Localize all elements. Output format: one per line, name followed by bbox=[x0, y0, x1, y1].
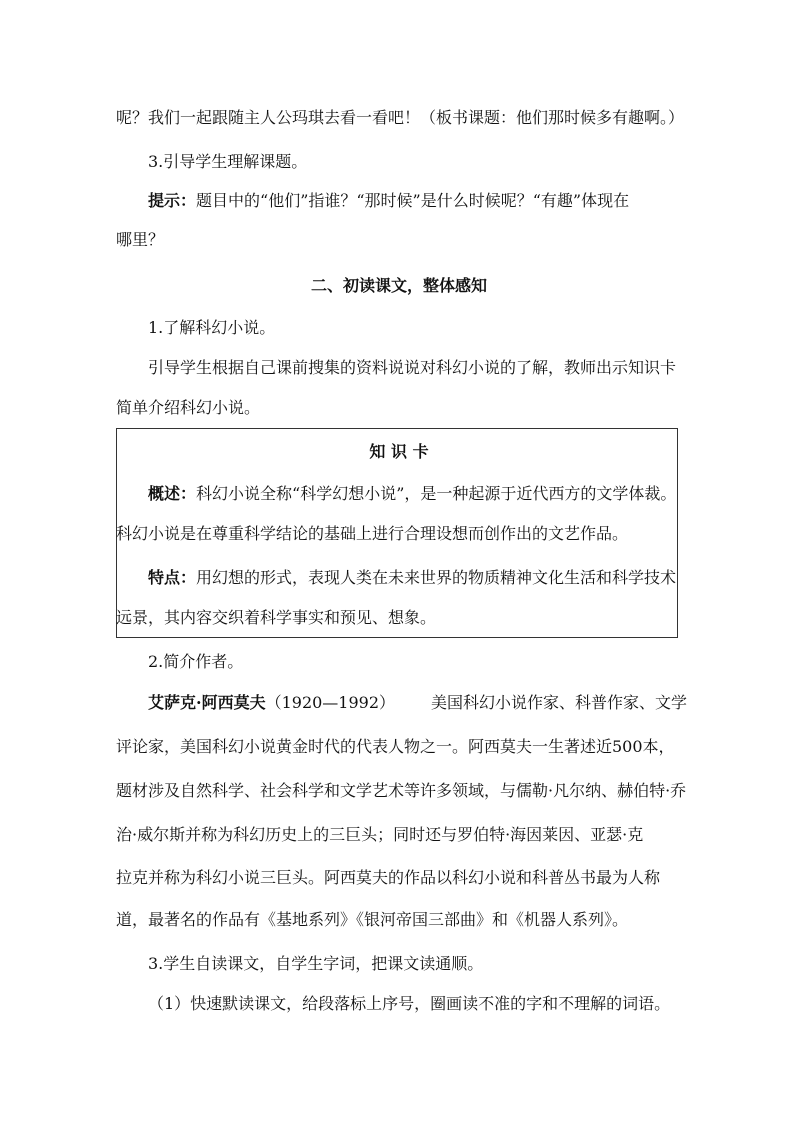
author-line2: 评论家，美国科幻小说黄金时代的代表人物之一。阿西莫夫一生著述近500本， bbox=[116, 737, 675, 756]
knowledge-card-title: 知 识 卡 bbox=[369, 442, 429, 461]
item3-sub1: （1）快速默读课文，给段落标上序号，圈画读不准的字和不理解的词语。 bbox=[148, 994, 671, 1013]
author-line6: 道，最著名的作品有《基地系列》《银河帝国三部曲》和《机器人系列》。 bbox=[116, 910, 629, 929]
item3-title: 3.学生自读课文，自学生字词，把课文读通顺。 bbox=[148, 954, 484, 973]
author-line1-rest: 美国科幻小说作家、科普作家、文学 bbox=[431, 693, 688, 712]
item1-title: 1.了解科幻小说。 bbox=[148, 318, 276, 337]
overview-line2: 科幻小说是在尊重科学结论的基础上进行合理设想而创作出的文艺作品。 bbox=[116, 524, 629, 543]
item2-title: 2.简介作者。 bbox=[148, 652, 244, 671]
overview-line1 bbox=[148, 484, 714, 504]
author-name: 艾萨克·阿西莫夫 bbox=[148, 693, 266, 712]
author-line1 bbox=[148, 693, 714, 713]
step3-title: 3.引导学生理解课题。 bbox=[148, 152, 308, 171]
author-line3: 题材涉及自然科学、社会科学和文学艺术等许多领域，与儒勒·凡尔纳、赫伯特·乔 bbox=[116, 781, 687, 800]
feature-text-line1: 用幻想的形式，表现人类在未来世界的物质精神文化生活和科学技术 bbox=[196, 568, 677, 587]
feature-label: 特点： bbox=[148, 568, 197, 587]
overview-label: 概述： bbox=[148, 484, 197, 503]
author-years: （1920—1992） bbox=[265, 693, 396, 712]
item1-para-line1: 引导学生根据自己课前搜集的资料说说对科幻小说的了解，教师出示知识卡 bbox=[148, 358, 677, 377]
overview-text-line1: 科幻小说全称“科学幻想小说”，是一种起源于近代西方的文学体裁。 bbox=[196, 484, 677, 503]
section2-heading: 二、初读课文，整体感知 bbox=[310, 276, 487, 295]
feature-line2: 远景，其内容交织着科学事实和预见、想象。 bbox=[116, 608, 437, 627]
feature-line1 bbox=[148, 568, 714, 588]
hint-label: 提示： bbox=[148, 191, 197, 210]
author-line5: 拉克并称为科幻小说三巨头。阿西莫夫的作品以科幻小说和科普丛书最为人称 bbox=[116, 868, 661, 887]
author-line4: 治·威尔斯并称为科幻历史上的三巨头；同时还与罗伯特·海因莱因、亚瑟·克 bbox=[116, 825, 644, 844]
item1-para-line2: 简单介绍科幻小说。 bbox=[116, 398, 261, 417]
hint-line2: 哪里？ bbox=[116, 230, 165, 249]
intro-line: 呢？我们一起跟随主人公玛琪去看一看吧！（板书课题：他们那时候多有趣啊。） bbox=[116, 108, 685, 127]
hint-text-line1: 题目中的“他们”指谁？“那时候”是什么时候呢？“有趣”体现在 bbox=[196, 191, 630, 210]
hint-line1 bbox=[148, 191, 714, 211]
